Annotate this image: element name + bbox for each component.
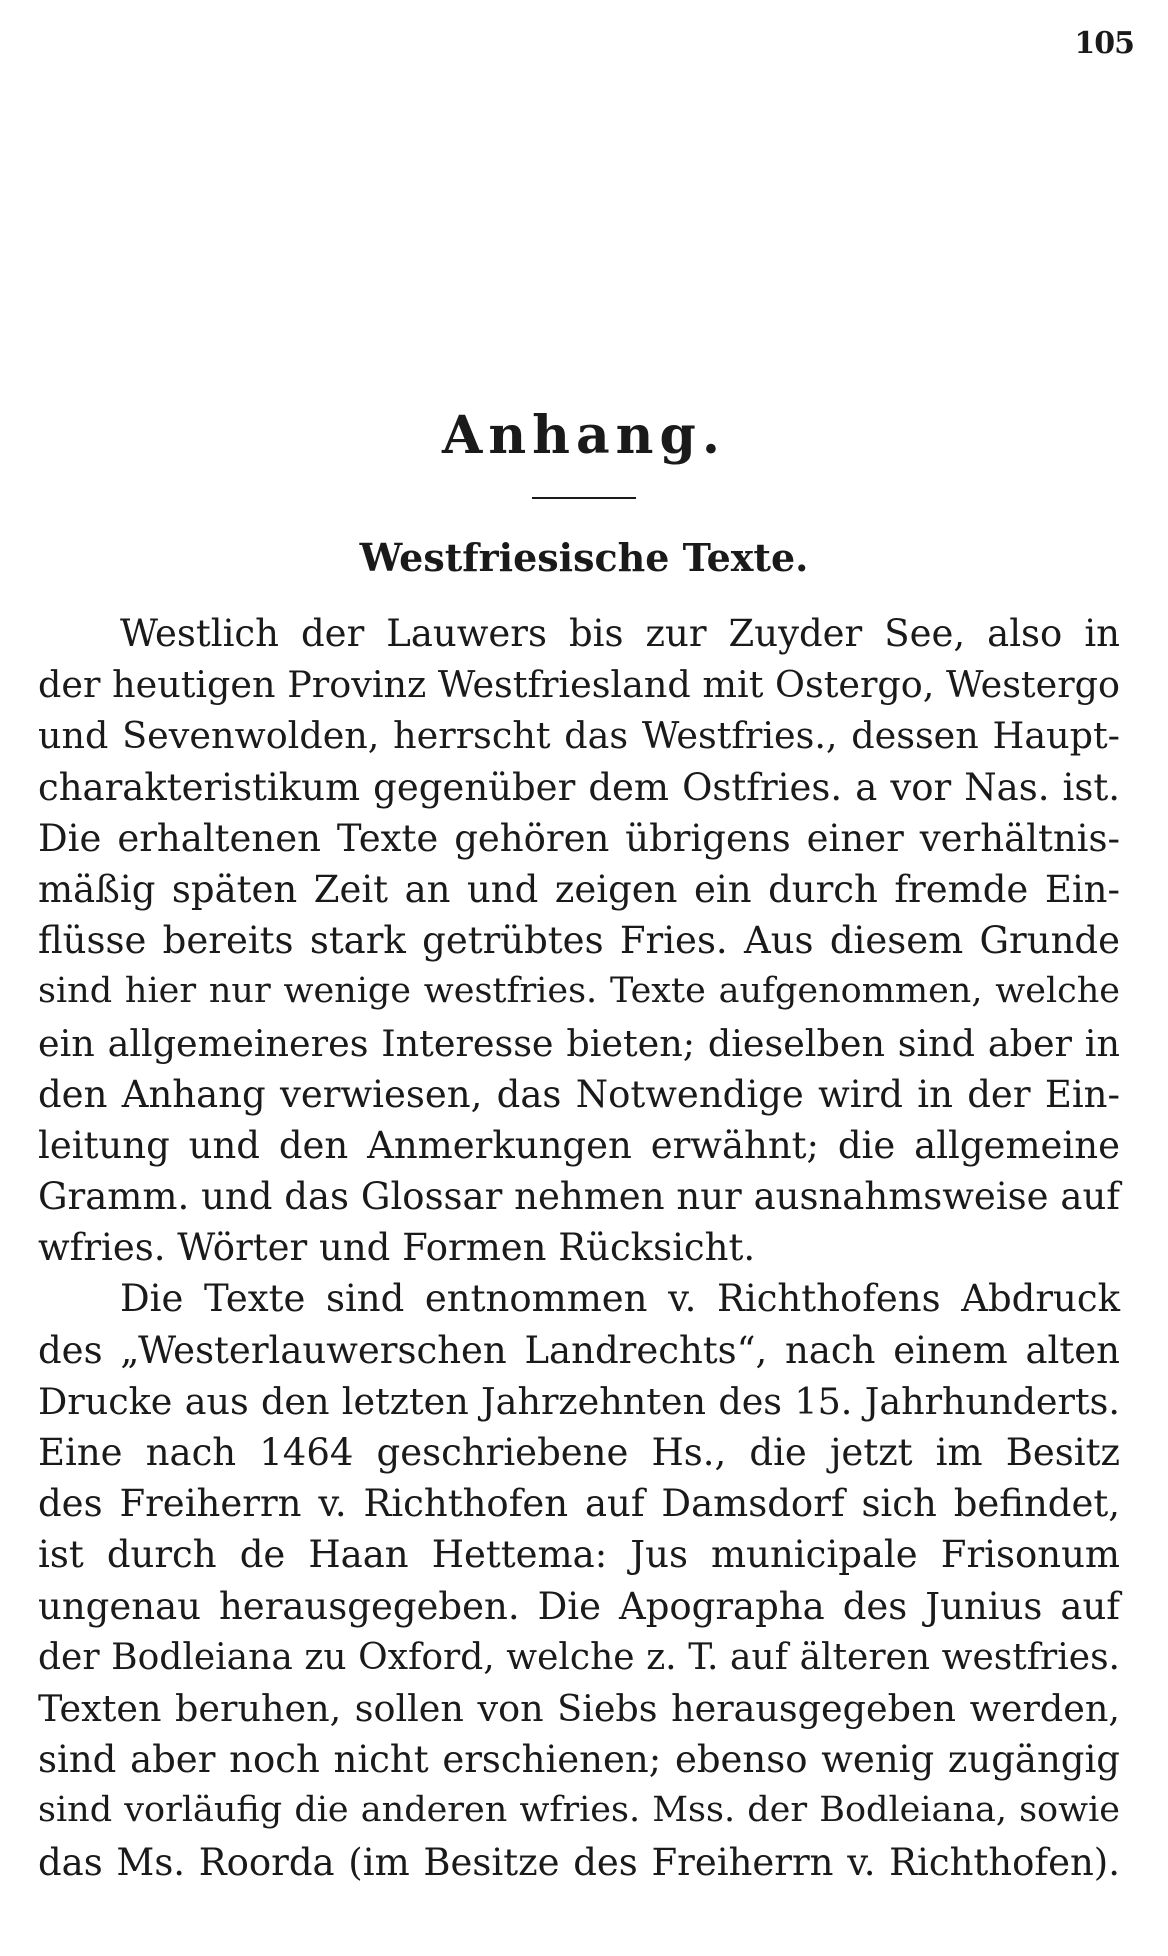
text-line: Eine nach 1464 geschriebene Hs., die jetzt im Besitz bbox=[38, 1431, 1120, 1474]
text-line: mäßig späten Zeit an und zeigen ein durch fremde Ein- bbox=[38, 867, 1120, 911]
text-line: sind vorläufig die anderen wfries. Mss. der Bodleiana, sowie bbox=[38, 1790, 1120, 1831]
text-line: ungenau herausgegeben. Die Apographa des Junius auf bbox=[38, 1584, 1120, 1628]
text-line: ist durch de Haan Hettema: Jus municipale Frisonum bbox=[38, 1533, 1120, 1577]
title-divider bbox=[532, 497, 636, 499]
chapter-title: Anhang. bbox=[442, 405, 726, 466]
page-number: 105 bbox=[1074, 26, 1134, 61]
text-line: Die Texte sind entnommen v. Richthofens Abdruck bbox=[120, 1277, 1120, 1321]
text-line: des Freiherrn v. Richthofen auf Damsdorf sich befindet, bbox=[38, 1482, 1120, 1526]
text-line: der Bodleiana zu Oxford, welche z. T. auf älteren westfries. bbox=[38, 1636, 1120, 1678]
section-title: Westfriesische Texte. bbox=[359, 535, 809, 580]
text-line: Texten beruhen, sollen von Siebs herausgegeben werden, bbox=[38, 1686, 1120, 1730]
text-line: Drucke aus den letzten Jahrzehnten des 15. Jahrhunderts. bbox=[38, 1379, 1120, 1423]
text-line: flüsse bereits stark getrübtes Fries. Aus diesem Grunde bbox=[38, 919, 1120, 963]
text-line: Westlich der Lauwers bis zur Zuyder See, also in bbox=[120, 612, 1120, 655]
text-line: Die erhaltenen Texte gehören übrigens einer verhältnis- bbox=[38, 816, 1120, 860]
text-line: den Anhang verwiesen, das Notwendige wird in der Ein- bbox=[38, 1072, 1120, 1116]
text-line: sind aber noch nicht erschienen; ebenso wenig zugängig bbox=[38, 1738, 1120, 1782]
body-text bbox=[38, 608, 1120, 1888]
text-line: charakteristikum gegenüber dem Ostfries. a vor Nas. ist. bbox=[38, 765, 1120, 809]
text-line: ein allgemeineres Interesse bieten; dieselben sind aber in bbox=[38, 1021, 1120, 1065]
text-line: sind hier nur wenige westfries. Texte aufgenommen, welche bbox=[38, 971, 1120, 1012]
text-line: Gramm. und das Glossar nehmen nur ausnahmsweise auf bbox=[38, 1175, 1120, 1219]
text-line: der heutigen Provinz Westfriesland mit Ostergo, Westergo bbox=[38, 663, 1120, 707]
text-line: und Sevenwolden, herrscht das Westfries., dessen Haupt- bbox=[38, 714, 1120, 758]
text-line: das Ms. Roorda (im Besitze des Freiherrn v. Richthofen). bbox=[38, 1840, 1120, 1884]
text-line: wfries. Wörter und Formen Rücksicht. bbox=[38, 1226, 756, 1270]
text-line: leitung und den Anmerkungen erwähnt; die allgemeine bbox=[38, 1123, 1120, 1167]
text-line: des „Westerlauwerschen Landrechts“, nach einem alten bbox=[38, 1328, 1120, 1372]
